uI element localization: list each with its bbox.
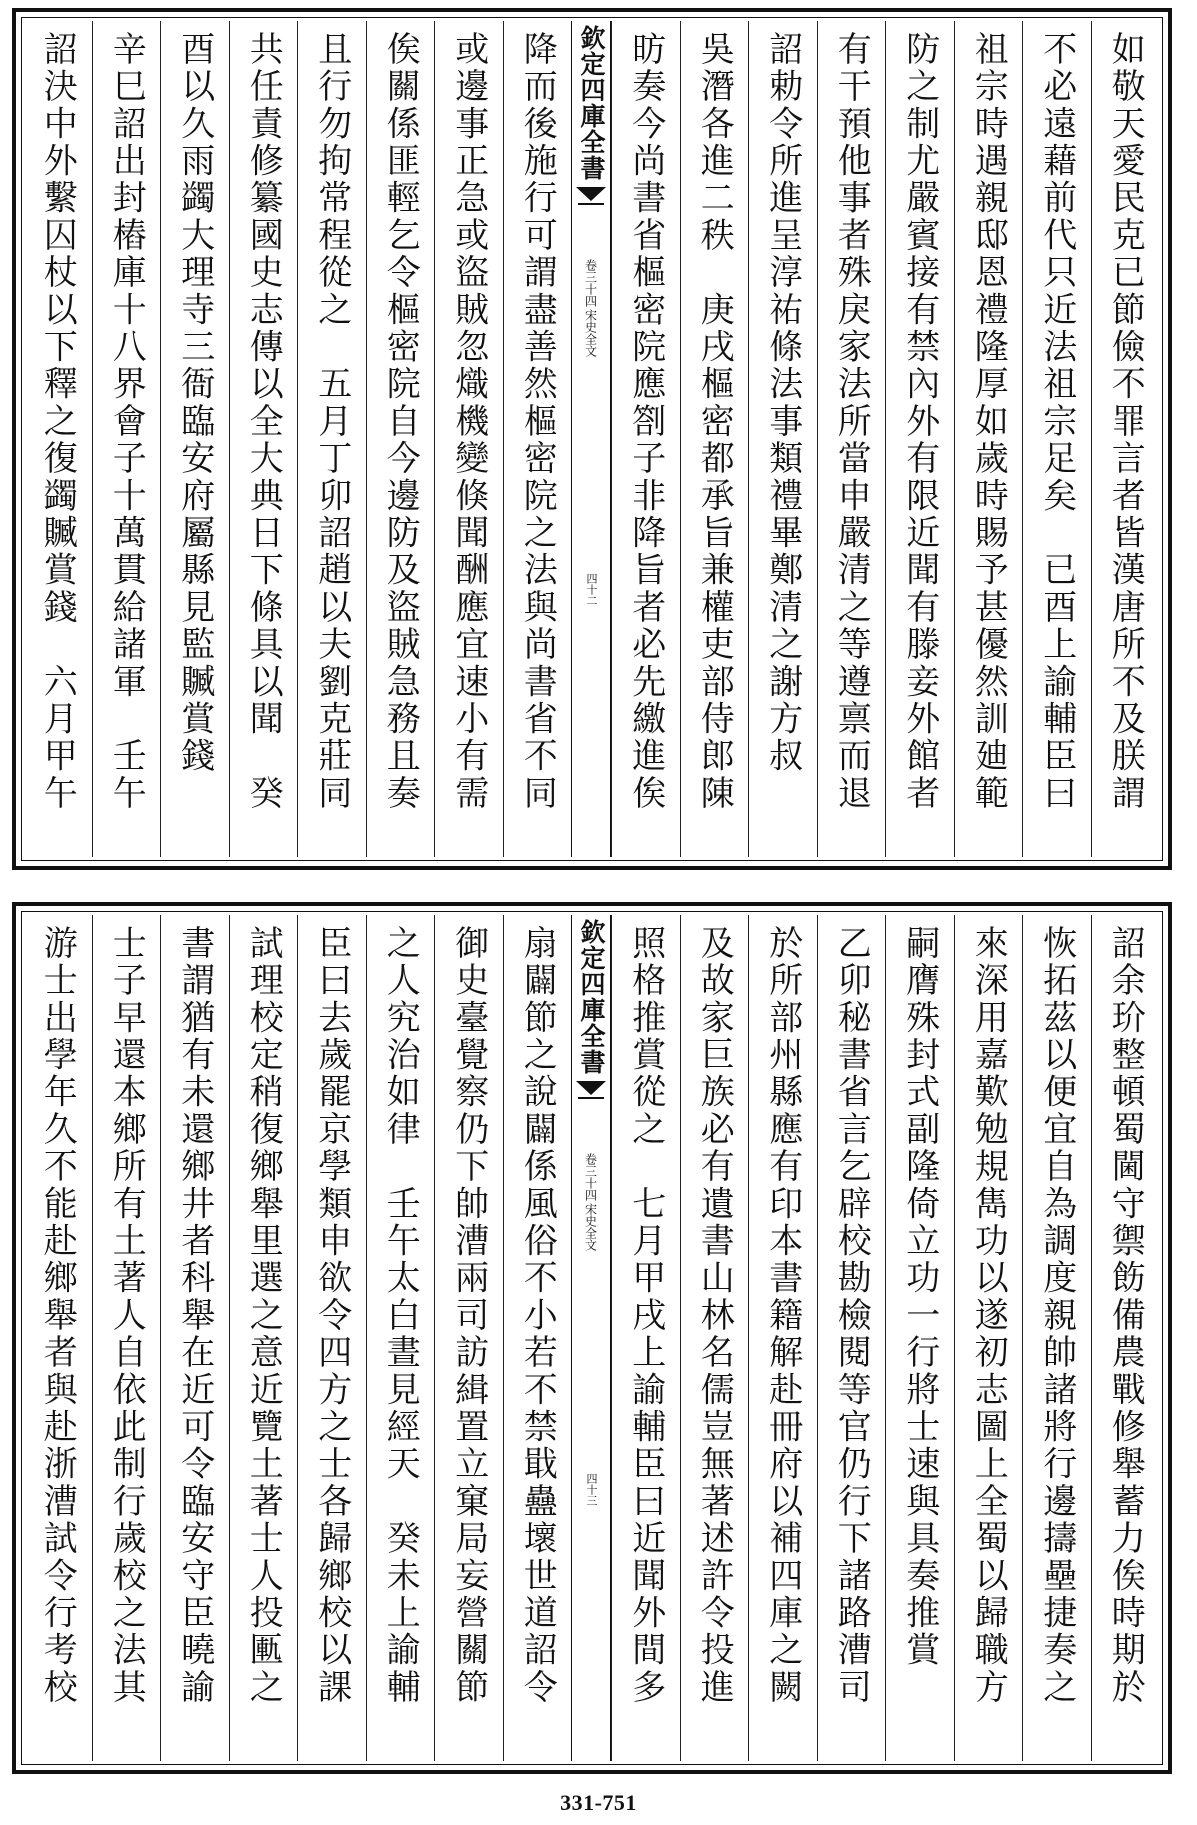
text-column: 來深用嘉歎勉規雋功以遂初志圖上全蜀以歸職方: [954, 915, 1023, 1761]
center-fold-banxin: [571, 915, 611, 1761]
text-column: 試理校定稍復鄉舉里選之意近覽土著士人投匭之: [229, 915, 298, 1761]
text-column: 詔余玠整頓蜀閫守禦飭備農戰修舉蓄力俟時期於: [1091, 915, 1160, 1761]
text-column: 臣曰去歲罷京學類申欲令四方之士各歸鄉校以課: [297, 915, 366, 1761]
text-column: 照格推賞從之 七月甲戌上諭輔臣曰近聞外間多: [611, 915, 680, 1761]
text-column: 且行勿拘常程從之 五月丁卯詔趙以夫劉克莊同: [297, 21, 366, 857]
text-column: 士子早還本鄉所有土著人自依此制行歲校之法其: [92, 915, 161, 1761]
text-column: 嗣膺殊封式副隆倚立功一行將士速與具奏推賞: [885, 915, 954, 1761]
banxin-juan: 卷三十四: [583, 259, 598, 307]
text-column: 不必遠藉前代只近法祖宗足矣 已酉上諭輔臣曰: [1022, 21, 1091, 857]
text-column: 書謂猶有未還鄉井者科舉在近可令臨安守臣曉諭: [160, 915, 229, 1761]
text-column: 扇闢節之說闢係風俗不小若不禁戢蠱壞世道詔令: [503, 915, 572, 1761]
text-columns-top: [25, 21, 1159, 857]
banxin-title: 欽定四庫全書: [577, 919, 606, 1075]
fish-tail-line: [578, 1097, 604, 1109]
text-column: 共任責修纂國史志傳以全大典日下條具以聞 癸: [229, 21, 298, 857]
banxin-book-title: 宋史全文: [583, 1203, 598, 1251]
banxin-page-number: 四十三: [585, 1473, 598, 1507]
text-column: 或邊事正急或盜賊忽熾機變倏聞酬應宜速小有需: [434, 21, 503, 857]
banxin-volume: [583, 1121, 600, 1251]
center-fold-banxin: [571, 21, 611, 857]
text-column: 祖宗時遇親邸恩禮隆厚如歲時賜予甚優然訓廸範: [954, 21, 1023, 857]
text-column: 御史臺覺察仍下帥漕兩司訪緝置立窠局妄營關節: [434, 915, 503, 1761]
footer-page-number: 331-751: [560, 1790, 637, 1815]
text-column: 俟關係匪輕乞令樞密院自今邊防及盜賊急務且奏: [366, 21, 435, 857]
text-column: 吳潛各進二秩 庚戌樞密都承旨兼權吏部侍郎陳: [680, 21, 749, 857]
text-column: 昉奏今尚書省樞密院應劄子非降旨者必先繳進俟: [611, 21, 680, 857]
text-column: 及故家巨族必有遺書山林名儒豈無著述許令投進: [680, 915, 749, 1761]
banxin-title: 欽定四庫全書: [577, 25, 606, 181]
banxin-juan: 卷三十四: [583, 1153, 598, 1201]
text-column: 乙卯秘書省言乞辟校勘檢閱等官仍行下諸路漕司: [817, 915, 886, 1761]
fish-tail-mark: [576, 187, 606, 201]
page-bottom: [12, 902, 1172, 1774]
banxin-volume: [583, 227, 600, 357]
fish-tail-mark: [576, 1081, 606, 1095]
text-columns-bottom: [25, 915, 1159, 1761]
text-column: 游士出學年久不能赴鄉舉者與赴浙漕試令行考校: [37, 925, 78, 1707]
text-column: 有干預他事者殊戾家法所當申嚴清之等遵禀而退: [817, 21, 886, 857]
text-column: 詔勅令所進呈淳祐條法事類禮畢鄭清之謝方叔: [748, 21, 817, 857]
text-column: 詔決中外繫囚杖以下釋之復蠲贓賞錢 六月甲午: [37, 31, 78, 813]
text-column: 如敬天愛民克已節儉不罪言者皆漢唐所不及朕謂: [1091, 21, 1160, 857]
text-column: 防之制尤嚴賓接有禁內外有限近聞有滕妾外館者: [885, 21, 954, 857]
page-top: [12, 8, 1172, 870]
banxin-book-title: 宋史全文: [583, 309, 598, 357]
text-column: 於所部州縣應有印本書籍解赴冊府以補四庫之闕: [748, 915, 817, 1761]
banxin-page-number: 四十二: [585, 572, 598, 606]
text-column: 降而後施行可謂盡善然樞密院之法與尚書省不同: [503, 21, 572, 857]
text-column: 之人究治如律 壬午太白晝見經天 癸未上諭輔: [366, 915, 435, 1761]
text-column: 酉以久雨蠲大理寺三衙臨安府屬縣見監贓賞錢: [160, 21, 229, 857]
text-column: 恢拓茲以便宜自為調度親帥諸將行邊擣壘捷奏之: [1022, 915, 1091, 1761]
fish-tail-line: [578, 203, 604, 215]
text-column: 辛巳詔出封樁庫十八界會子十萬貫給諸軍 壬午: [92, 21, 161, 857]
